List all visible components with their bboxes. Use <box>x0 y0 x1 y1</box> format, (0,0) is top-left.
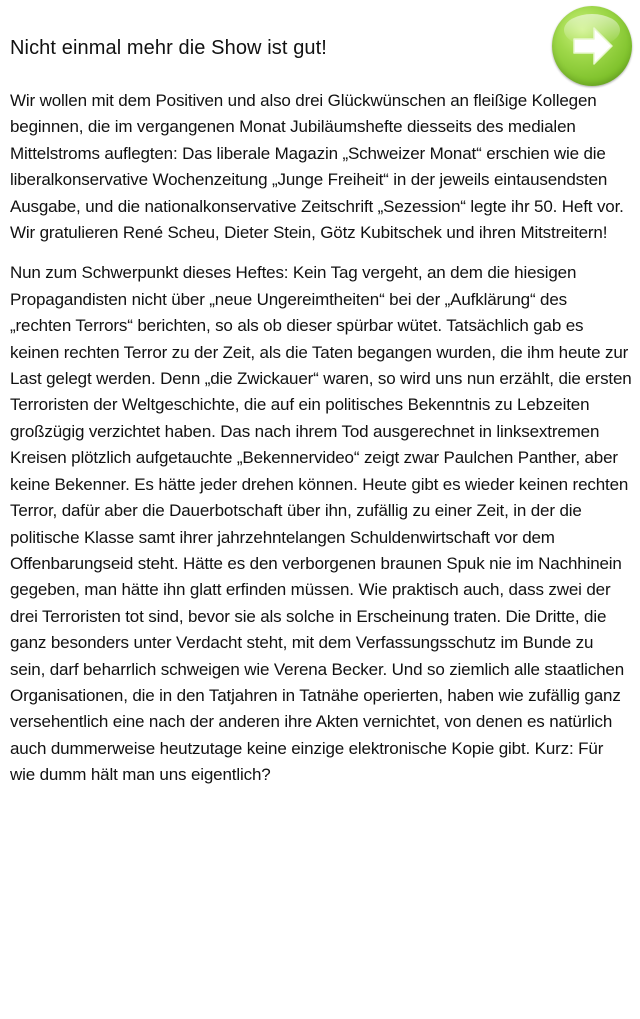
next-button[interactable] <box>552 6 632 86</box>
arrow-right-icon <box>552 6 632 86</box>
article-body <box>10 88 632 803</box>
article-paragraph-1: Wir wollen mit dem Positiven und also drei Glückwünschen an fleißige Kollegen beginnen, die im vergangenen Monat Jubiläumshefte diesseits des medialen Mittelstroms auflegten: Das liberale Magazin „Schweizer Monat“ erschien wie die liberalkonservative Wochenzeitung „Junge Freiheit“ in der jeweils eintausendsten Ausgabe, und die nationalkonservative Zeitschrift „Sezession“ legte ihr 50. Heft vor. Wir gratulieren René Scheu, Dieter Stein, Götz Kubitschek und ihren Mitstreitern! <box>10 91 624 243</box>
article-title: Nicht einmal mehr die Show ist gut! <box>10 37 327 59</box>
article-paragraph-2: Nun zum Schwerpunkt dieses Heftes: Kein Tag vergeht, an dem die hiesigen Propagandisten nicht über „neue Ungereimtheiten“ bei der „Aufklärung“ des „rechten Terrors“ berichten, so als ob dieser spürbar wütet. Tatsächlich gab es keinen rechten Terror zu der Zeit, als die Taten begangen wurden, die ihm heute zur Last gelegt werden. Denn „die Zwickauer“ waren, so wird uns nun erzählt, die ersten Terroristen der Weltgeschichte, die auf ein politisches Bekenntnis zu Lebzeiten großzügig verzichtet haben. Das nach ihrem Tod ausgerechnet in linksextremen Kreisen plötzlich aufgetauchte „Bekennervideo“ zeigt zwar Paulchen Panther, aber keine Bekenner. Es hätte jeder drehen können. Heute gibt es wieder keinen rechten Terror, dafür aber die Dauerbotschaft über ihn, zufällig zu einer Zeit, in der die politische Klasse samt ihrer jahrzehntelangen Schuldenwirtschaft vor dem Offenbarungseid steht. Hätte es den verborgenen braunen Spuk nie im Nachhinein gegeben, man hätte ihn glatt erfinden müssen. Wie praktisch auch, dass zwei der drei Terroristen tot sind, bevor sie als solche in Erscheinung traten. Die Dritte, die ganz besonders unter Verdacht steht, mit dem Verfassungsschutz im Bunde zu sein, darf beharrlich schweigen wie Verena Becker. Und so ziemlich alle staatlichen Organisationen, die in den Tatjahren in Tatnähe operierten, haben wie zufällig ganz versehentlich eine nach der anderen ihre Akten vernichtet, von denen es natürlich auch dummerweise heutzutage keine einzige elektronische Kopie gibt. Kurz: Für wie dumm hält man uns eigentlich? <box>10 263 632 785</box>
article-header <box>10 34 530 62</box>
